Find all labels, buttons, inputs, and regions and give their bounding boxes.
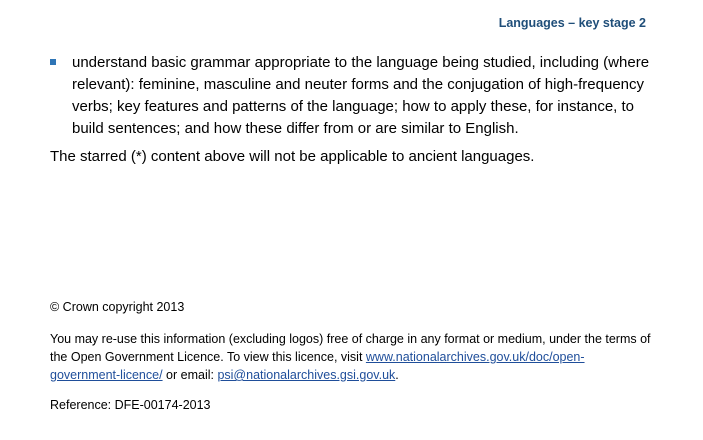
square-bullet-icon xyxy=(50,59,56,65)
email-intro-text: or email: xyxy=(162,368,218,382)
reference-number: Reference: DFE-00174-2013 xyxy=(50,398,211,412)
email-link[interactable]: psi@nationalarchives.gsi.gov.uk xyxy=(217,368,396,382)
page-header-title: Languages – key stage 2 xyxy=(498,16,646,30)
licence-link-part2[interactable]: government-licence/ xyxy=(50,368,163,382)
starred-content-note: The starred (*) content above will not be applicable to ancient languages. xyxy=(50,148,535,165)
licence-intro-text: You may re-use this information (excluding logos) free of charge in any format or medium, under the terms of the Open Government Licence. To view this licence, visit xyxy=(50,332,651,364)
bullet-list-item xyxy=(50,52,650,140)
licence-paragraph xyxy=(50,330,662,384)
copyright-notice: © Crown copyright 2013 xyxy=(50,300,185,314)
bullet-text: understand basic grammar appropriate to the language being studied, including (where relevant): feminine, masculine and neuter forms and the conjugation of high-frequency verbs; key features and patterns of the language; how to apply these, for instance, to build sentences; and how these differ from or are similar to English. xyxy=(72,54,650,137)
licence-link-part1[interactable]: www.nationalarchives.gov.uk/doc/open- xyxy=(365,350,585,364)
email-end-text: . xyxy=(395,368,399,382)
